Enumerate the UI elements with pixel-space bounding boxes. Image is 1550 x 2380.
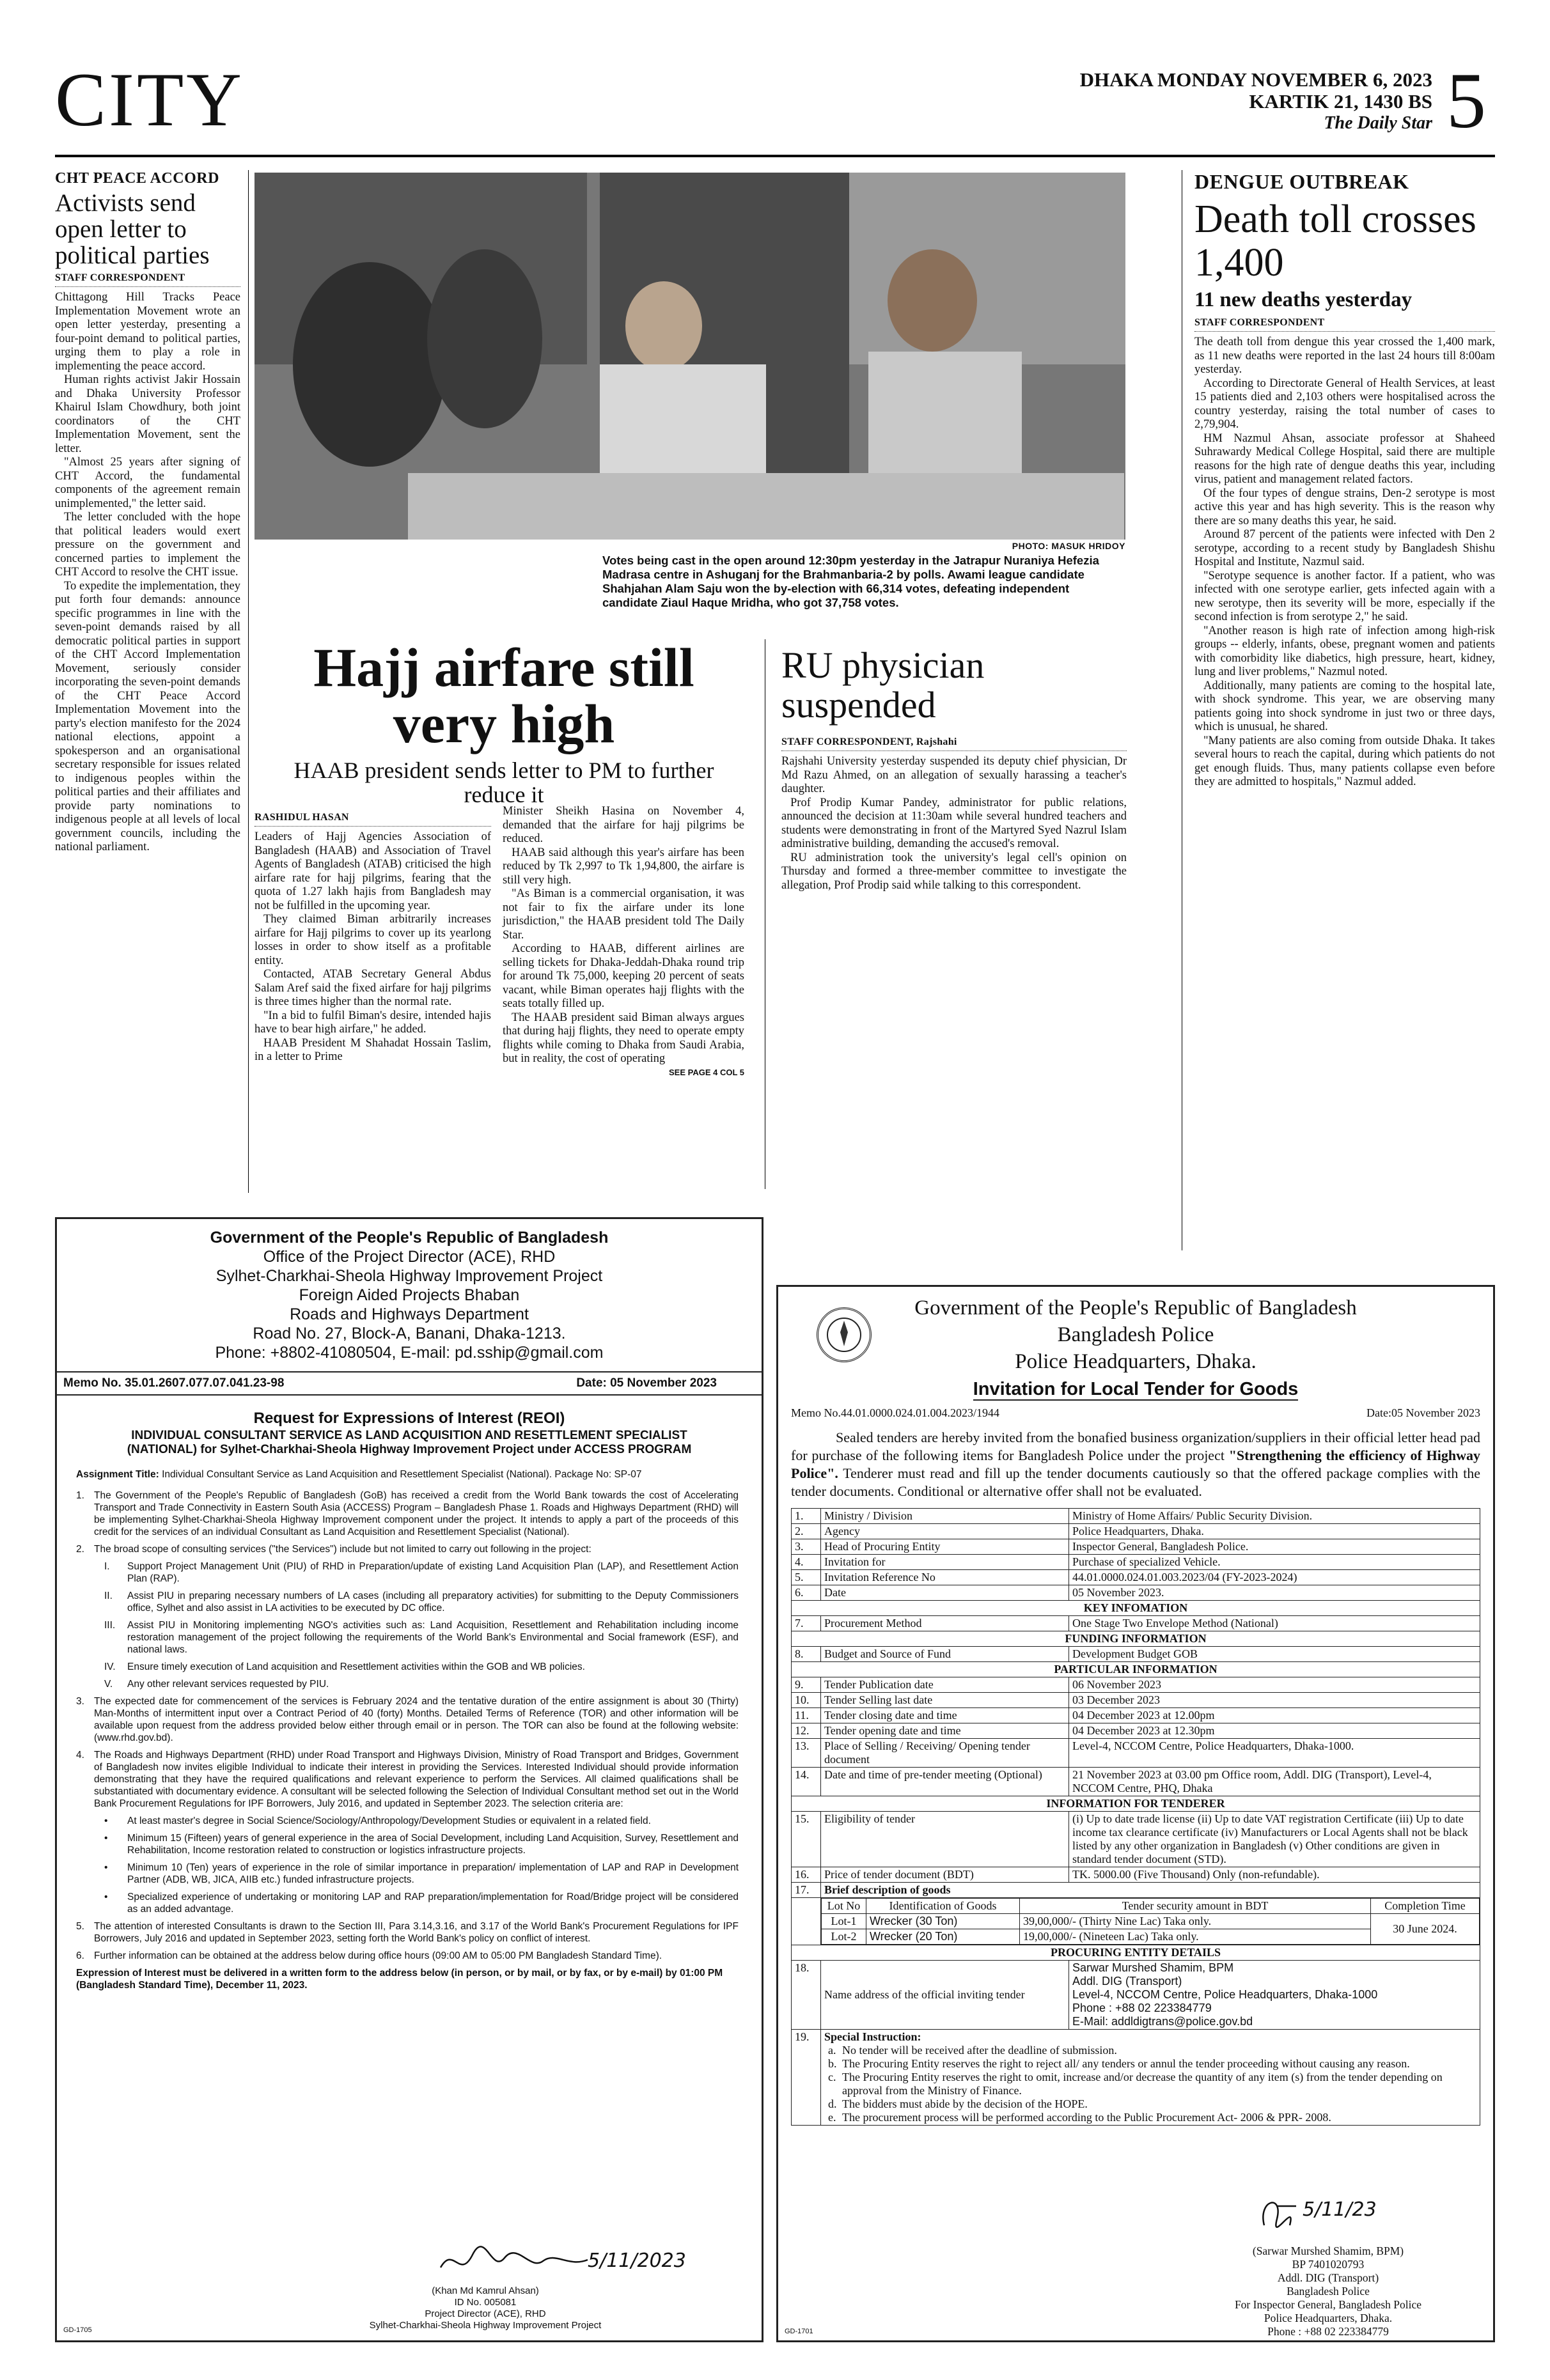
reoi-item-text: Minimum 15 (Fifteen) years of general experience in the area of Social Development, including Land Acquisition, Survey, Resettlement and Rehabilitation, Income restoration related to construction or logistics infrastructure projects. xyxy=(127,1833,739,1856)
row-number: 13. xyxy=(792,1739,821,1768)
tender-row xyxy=(792,1883,1480,1898)
reoi-item-number: 5. xyxy=(76,1921,84,1932)
instruction-text: The procurement process will be performed according to the Public Procurement Act- 2006 & PPR- 2008. xyxy=(842,2111,1331,2124)
instruction-item xyxy=(824,2044,1476,2057)
hajj-paragraph: According to HAAB, different airlines are selling tickets for Dhaka-Jeddah-Dhaka round trip for around Tk 75,000, keeping 20 percent of seats vacant, while Biman operates hajj flights with the seats totally filled up. xyxy=(503,942,744,1010)
reoi-item xyxy=(76,1661,739,1673)
tender-header-line: Bangladesh Police xyxy=(1057,1323,1214,1346)
signer-line: (Khan Md Kamrul Ahsan) xyxy=(432,2285,539,2296)
section-title: CITY xyxy=(55,61,244,138)
row-number: 10. xyxy=(792,1693,821,1708)
goods-cell xyxy=(821,1898,1480,1945)
reoi-item-text: At least master's degree in Social Science/Sociology/Anthropology/Development Studies or equivalent in a related field. xyxy=(127,1816,651,1826)
row-number: 1. xyxy=(792,1509,821,1524)
tender-intro-a: Sealed tenders are hereby invited from the bonafied business organization/suppliers in their official letter head pad for purchase of the following items for Bangladesh Police under the project xyxy=(791,1429,1480,1463)
hajj-paragraph: The HAAB president said Biman always argues that during hajj flights, they need to operate empty flights while coming to Dhaka from Saudi Arabia, but in reality, the cost of operating xyxy=(503,1011,744,1065)
entity-line: E-Mail: addldigtrans@police.gov.bd xyxy=(1072,2015,1253,2028)
reoi-header-line: Phone: +8802-41080504, E-mail: pd.sship@gmail.com xyxy=(215,1344,604,1362)
row-number: 5. xyxy=(792,1570,821,1585)
reoi-header-line: Roads and Highways Department xyxy=(290,1305,529,1323)
row-value: 03 December 2023 xyxy=(1069,1693,1480,1708)
goods-header-cell: Lot No xyxy=(822,1899,866,1914)
hajj-paragraph: Minister Sheikh Hasina on November 4, demanded that the airfare for hajj pilgrims be reduced. xyxy=(503,805,744,845)
ru-byline: STAFF CORRESPONDENT, Rajshahi xyxy=(781,736,1127,751)
goods-item: Wrecker (30 Ton) xyxy=(866,1914,1020,1929)
tender-title: Invitation for Local Tender for Goods xyxy=(973,1379,1299,1399)
hajj-paragraph: HAAB said although this year's airfare has been reduced by Tk 2,997 to Tk 1,94,800, the airfare is still very high. xyxy=(503,846,744,887)
tender-row xyxy=(792,1524,1480,1539)
cht-paragraph: The letter concluded with the hope that political leaders would exert pressure on the government and concerned parties to implement the CHT Accord to resolve the CHT issue. xyxy=(55,511,240,579)
cht-paragraph: "Almost 25 years after signing of CHT Accord, the fundamental components of the agreement remain unimplemented," the letter said. xyxy=(55,456,240,510)
reoi-item-number: • xyxy=(104,1816,108,1826)
goods-lot: Lot-1 xyxy=(822,1914,866,1929)
signer-line: Phone : +88 02 223384779 xyxy=(1267,2325,1389,2338)
instruction-text: The bidders must abide by the decision of the HOPE. xyxy=(842,2097,1088,2110)
row-label: Tender Selling last date xyxy=(821,1693,1069,1708)
signer-line: Police Headquarters, Dhaka. xyxy=(1264,2312,1393,2324)
signer-line: Bangladesh Police xyxy=(1287,2285,1370,2298)
row-label: Head of Procuring Entity xyxy=(821,1539,1069,1555)
reoi-item xyxy=(76,1920,739,1945)
row-label: Budget and Source of Fund xyxy=(821,1647,1069,1662)
reoi-item xyxy=(76,1815,739,1827)
dengue-paragraph: According to Directorate General of Health Services, at least 15 patients died and 2,103 others were hospitalised across the country yesterday, raising the total number of cases to 2,79,904. xyxy=(1194,377,1495,431)
cht-paragraph: Human rights activist Jakir Hossain and Dhaka University Professor Khairul Islam Chowdhury, both joint coordinators of the CHT Implementation Movement, sent the letter. xyxy=(55,373,240,455)
reoi-header-line: Office of the Project Director (ACE), RHD xyxy=(263,1248,556,1266)
reoi-item xyxy=(76,1695,739,1744)
tender-row xyxy=(792,1796,1480,1812)
hajj-article xyxy=(254,639,753,1189)
tender-row xyxy=(792,1539,1480,1555)
dengue-paragraph: "Another reason is high rate of infection among high-risk groups -- elderly, infants, obese, pregnant women and patients with comorbidity like diabetics, high pressure, heart, kidney, lung and liver problems," Nazmul noted. xyxy=(1194,624,1495,678)
reoi-item xyxy=(76,1832,739,1856)
row-number: 11. xyxy=(792,1708,821,1723)
dengue-paragraph: HM Nazmul Ahsan, associate professor at Shaheed Suhrawardy Medical College Hospital, said there are multiple reasons for the high rate of dengue deaths this year, including virus, patient and management related factors. xyxy=(1194,432,1495,486)
bangla-date-text: KARTIK 21, 1430 BS xyxy=(1249,90,1432,113)
cht-headline: Activists send open letter to political parties xyxy=(55,189,210,269)
dengue-paragraph: Of the four types of dengue strains, Den-2 serotype is most active this year and has high severity. This is the reason why there are so many deaths this year, he said. xyxy=(1194,486,1495,527)
ru-paragraph: Prof Prodip Kumar Pandey, administrator for public relations, announced the decision at 11:30am while several hundred teachers and students were demonstrating in front of the Martyred Syed Nazrul Islam administrative building, demanding the accused's removal. xyxy=(781,796,1127,850)
row-number: 8. xyxy=(792,1647,821,1662)
dengue-paragraph: Around 87 percent of the patients were infected with Den 2 serotype, according to a recent study by Bangladesh Shishu Hospital and Institute, Nazmul said. xyxy=(1194,528,1495,568)
cht-article xyxy=(55,170,240,1193)
tender-row xyxy=(792,1945,1480,1961)
cht-paragraph: To expedite the implementation, they put forth four demands: announce specific programmes in line with the seven-point demands raised by all democratic political parties in support of the CHT Accord Implementation Movement, seriously consider incorporating the seven-point demands of the CHT Peace Accord Implementation Movement into the party's election manifesto for the 2024 national elections, appoint a spokesperson and an organisational secretary responsible for issues related to indigenous peoples within the political parties and their affiliates and provide party nominations to indigenous people at all levels of local government councils, including the national parliament. xyxy=(55,579,240,853)
reoi-item-number: 2. xyxy=(76,1544,84,1555)
row-number: 2. xyxy=(792,1524,821,1539)
hajj-column-2 xyxy=(503,805,744,1077)
tender-intro-project: "Strengthening the efficiency of Highway Police". xyxy=(791,1447,1480,1481)
tender-intro-c: Tenderer must read and fill up the tender documents cautiously so that the offered package complies with the tender documents. Conditional or alternative offer shall not be evaluated. xyxy=(791,1465,1480,1499)
reoi-date: Date: 05 November 2023 xyxy=(576,1376,717,1390)
reoi-item-text: Further information can be obtained at the address below during office hours (09:00 AM to 05:00 PM Bangladesh Standard Time). xyxy=(94,1950,662,1961)
reoi-item xyxy=(76,1950,739,1962)
cht-kicker: CHT PEACE ACCORD xyxy=(55,170,219,187)
police-emblem-icon xyxy=(818,1309,870,1360)
goods-amount: 39,00,000/- (Thirty Nine Lac) Taka only. xyxy=(1020,1914,1371,1929)
dengue-kicker: DENGUE OUTBREAK xyxy=(1194,170,1409,193)
row-value xyxy=(1069,1961,1480,2030)
goods-item: Wrecker (20 Ton) xyxy=(866,1929,1020,1945)
tender-row xyxy=(792,1631,1480,1647)
row-value: 04 December 2023 at 12.00pm xyxy=(1069,1708,1480,1723)
reoi-header-line: Government of the People's Republic of Bangladesh xyxy=(210,1229,609,1247)
instruction-item xyxy=(824,2057,1476,2071)
entity-line: Level-4, NCCOM Centre, Police Headquarters, Dhaka-1000 xyxy=(1072,1988,1378,2001)
special-heading: Special Instruction: xyxy=(824,2030,921,2043)
row-number: 19. xyxy=(792,2030,821,2126)
row-number: 4. xyxy=(792,1555,821,1570)
reoi-header-line: Sylhet-Charkhai-Sheola Highway Improvement Project xyxy=(215,1267,603,1285)
tender-row xyxy=(792,1961,1480,2030)
reoi-item-text: Support Project Management Unit (PIU) of RHD in Preparation/update of existing Land Acquisition Plan (LAP), and Resettlement Action Plan (RAP). xyxy=(127,1561,739,1584)
row-label: Price of tender document (BDT) xyxy=(821,1867,1069,1883)
reoi-item-text: The expected date for commencement of the services is February 2024 and the tentative duration of the entire assignment is about 30 (Thirty) Man-Months of intermittent input over a Contract Period of 40 (forty) Months. Detailed Terms of Reference (TOR) and other information will be available upon request from the address provided below either through email or in person. The TOR can also be found at the following website: (www.rhd.gov.bd). xyxy=(94,1696,739,1743)
cht-byline: STAFF CORRESPONDENT xyxy=(55,272,240,287)
tender-row xyxy=(792,1647,1480,1662)
row-label: Procurement Method xyxy=(821,1616,1069,1631)
tender-header-line: Government of the People's Republic of Bangladesh xyxy=(914,1296,1357,1319)
ru-article xyxy=(781,646,1127,933)
instruction-text: The Procuring Entity reserves the right to reject all/ any tenders or annul the tender proceeding without causing any reason. xyxy=(842,2057,1410,2070)
instruction-item xyxy=(824,2111,1476,2124)
tender-row xyxy=(792,1768,1480,1796)
reoi-item-number: 4. xyxy=(76,1750,84,1761)
row-value: 21 November 2023 at 03.00 pm Office room, Addl. DIG (Transport), Level-4, NCCOM Centre, PHQ, Dhaka xyxy=(1069,1768,1480,1796)
reoi-item-number: • xyxy=(104,1833,108,1844)
tender-row xyxy=(792,1555,1480,1570)
reoi-title: Request for Expressions of Interest (REOI) xyxy=(253,1410,565,1427)
photo-caption: Votes being cast in the open around 12:30pm yesterday in the Jatrapur Nuraniya Hefezia Madrasa centre in Ashuganj for the Brahmanbaria-2 by polls. Awami league candidate Shahjahan Alam Saju won the by-election with 66,314 votes, defeating independent candidate Ziaul Haque Mridha, who got 37,758 votes. xyxy=(602,554,1099,609)
section-heading: FUNDING INFORMATION xyxy=(792,1631,1480,1647)
goods-table xyxy=(821,1898,1480,1945)
page-number: 5 xyxy=(1446,61,1486,141)
instruction-letter: d. xyxy=(828,2097,837,2110)
row-label: Tender opening date and time xyxy=(821,1723,1069,1739)
row-value: 44.01.0000.024.01.003.2023/04 (FY-2023-2024) xyxy=(1069,1570,1480,1585)
special-instructions xyxy=(821,2030,1480,2126)
reoi-subtitle: INDIVIDUAL CONSULTANT SERVICE AS LAND ACQUISITION AND RESETTLEMENT SPECIALIST (NATIONAL) for Sylhet-Charkhai-Sheola Highway Improvement Project under ACCESS PROGRAM xyxy=(127,1429,692,1456)
reoi-code: GD-1705 xyxy=(63,2326,92,2334)
cht-paragraph: Chittagong Hill Tracks Peace Implementation Movement wrote an open letter yesterday, presenting a four-point demand to political parties, urging them to play a role in implementing the peace accord. xyxy=(55,291,240,373)
signer-line: BP 7401020793 xyxy=(1292,2258,1365,2271)
row-label: Eligibility of tender xyxy=(821,1812,1069,1867)
masthead-rule xyxy=(55,155,1495,157)
signer-line: ID No. 005081 xyxy=(454,2297,517,2308)
row-label: Date xyxy=(821,1585,1069,1601)
tender-row xyxy=(792,1570,1480,1585)
signer-line: For Inspector General, Bangladesh Police xyxy=(1234,2298,1422,2311)
ru-paragraph: Rajshahi University yesterday suspended its deputy chief physician, Dr Md Razu Ahmed, on an allegation of sexually harassing a teacher's daughter. xyxy=(781,755,1127,795)
instruction-letter: a. xyxy=(828,2044,836,2057)
reoi-item-number: • xyxy=(104,1892,108,1902)
dengue-byline: STAFF CORRESPONDENT xyxy=(1194,317,1495,332)
hajj-headline: Hajj airfare still very high xyxy=(313,639,694,754)
reoi-signer xyxy=(338,2285,632,2331)
reoi-item-number: II. xyxy=(104,1591,113,1601)
dengue-paragraph: "Serotype sequence is another factor. If a patient, who was infected with one serotype earlier, gets infected again with a new serotype, then its severity will be more, especially if the second infection is from serotype 2," he said. xyxy=(1194,569,1495,623)
reoi-signature-date: 5/11/2023 xyxy=(588,2250,686,2272)
tender-row xyxy=(792,1585,1480,1601)
row-value: Level-4, NCCOM Centre, Police Headquarters, Dhaka-1000. xyxy=(1069,1739,1480,1768)
tender-advertisement xyxy=(776,1285,1495,2342)
jump-line[interactable]: SEE PAGE 4 COL 5 xyxy=(668,1067,744,1077)
section-heading: KEY INFOMATION xyxy=(792,1601,1480,1616)
row-value: Police Headquarters, Dhaka. xyxy=(1069,1524,1480,1539)
row-number: 15. xyxy=(792,1812,821,1867)
row-value: One Stage Two Envelope Method (National) xyxy=(1069,1616,1480,1631)
dengue-paragraph: "Many patients are also coming from outside Dhaka. It takes several hours to reach the capital, during which patients do not get enough fluids. Thus, many patients collapse even before they are admitted to hospitals," Nazmul added. xyxy=(1194,734,1495,788)
hajj-paragraph: They claimed Biman arbitrarily increases airfare for Hajj pilgrims to cover up its yearlong losses in order to show itself as a profitable entity. xyxy=(254,913,491,967)
instruction-text: The Procuring Entity reserves the right to omit, increase and/or decrease the quantity of any item (s) from the tender depending on approval from the Ministry of Finance. xyxy=(842,2071,1443,2097)
row-label: Tender Publication date xyxy=(821,1677,1069,1693)
tender-table xyxy=(791,1508,1480,2126)
goods-header-cell: Tender security amount in BDT xyxy=(1020,1899,1371,1914)
tender-row xyxy=(792,1677,1480,1693)
paper-name: The Daily Star xyxy=(1324,113,1432,133)
instruction-letter: c. xyxy=(828,2071,836,2083)
instruction-item xyxy=(824,2071,1476,2097)
reoi-item-text: The Government of the People's Republic of Bangladesh (GoB) has received a credit from the World Bank towards the cost of Accelerating Transport and Trade Connectivity in Eastern South Asia (ACCESS) Program – Bangladesh Phase 1. Roads and Highways Department (RHD) will be implementing Sylhet-Charkhai-Sheola Highway Improvement component under the project. It intends to apply a part of the proceeds of this credit for the services of an individual Consultant as Land Acquisition and Resettlement Specialist (National). xyxy=(94,1490,739,1537)
reoi-item-text: Ensure timely execution of Land acquisition and Resettlement activities within the GOB and WB policies. xyxy=(127,1661,585,1672)
reoi-item-number: • xyxy=(104,1862,108,1873)
goods-header-row xyxy=(822,1899,1480,1914)
instruction-letter: b. xyxy=(828,2057,837,2070)
reoi-item-number: IV. xyxy=(104,1661,116,1672)
tender-table-wrap xyxy=(778,1508,1493,2126)
reoi-header-line: Road No. 27, Block-A, Banani, Dhaka-1213. xyxy=(253,1325,566,1342)
tender-intro xyxy=(778,1420,1493,1508)
reoi-item-text: Assist PIU in preparing necessary numbers of LA cases (including all preparatory activities) for submitting to the Deputy Commissioners office, Sylhet and also assist in LA activities to be executed by DC office. xyxy=(127,1591,739,1614)
instruction-item xyxy=(824,2097,1476,2111)
row-number: 14. xyxy=(792,1768,821,1796)
reoi-item-text: The broad scope of consulting services ("the Services") include but not limited to carry out following in the project: xyxy=(94,1544,591,1555)
reoi-assignment: Individual Consultant Service as Land Acquisition and Resettlement Specialist (National). Package No: SP-07 xyxy=(162,1469,642,1480)
row-value: Ministry of Home Affairs/ Public Security Division. xyxy=(1069,1509,1480,1524)
row-number: 12. xyxy=(792,1723,821,1739)
section-heading: PARTICULAR INFORMATION xyxy=(792,1662,1480,1677)
tender-date: Date:05 November 2023 xyxy=(1366,1406,1480,1419)
signer-line: (Sarwar Murshed Shamim, BPM) xyxy=(1252,2244,1404,2257)
signer-line: Project Director (ACE), RHD xyxy=(425,2308,546,2319)
reoi-item-text: The attention of interested Consultants is drawn to the Section III, Para 3.14,3.16, and 3.17 of the World Bank's Procurement Regulations for IPF Borrowers, July 2016 and updated in September 2023, setting forth the World Bank's policy on conflict of interest. xyxy=(94,1921,739,1944)
tender-signer xyxy=(1187,2244,1469,2338)
reoi-body xyxy=(57,1457,762,1991)
row-value: 05 November 2023. xyxy=(1069,1585,1480,1601)
tender-signature-date: 5/11/23 xyxy=(1303,2198,1377,2221)
news-photo xyxy=(254,173,1125,540)
hajj-paragraph: HAAB President M Shahadat Hossain Taslim, in a letter to Prime xyxy=(254,1036,491,1063)
reoi-item-number: I. xyxy=(104,1561,110,1572)
hajj-paragraph: Leaders of Hajj Agencies Association of Bangladesh (HAAB) and Association of Travel Agents of Bangladesh (ATAB) criticised the high airfare rate for hajj pilgrims, fearing that the quota of 1.27 lakh hajis from Bangladesh may not be fulfilled in the upcoming year. xyxy=(254,830,491,912)
reoi-item-number: 6. xyxy=(76,1950,84,1961)
row-label: Date and time of pre-tender meeting (Optional) xyxy=(821,1768,1069,1796)
row-label: Agency xyxy=(821,1524,1069,1539)
tender-row xyxy=(792,1616,1480,1631)
row-number: 9. xyxy=(792,1677,821,1693)
reoi-item xyxy=(76,1891,739,1915)
tender-row xyxy=(792,1812,1480,1867)
tender-row xyxy=(792,1739,1480,1768)
reoi-item-text: Specialized experience of undertaking or monitoring LAP and RAP preparation/implementation for Road/Bridge project will be considered as an added advantage. xyxy=(127,1892,739,1915)
police-emblem xyxy=(817,1307,872,1362)
goods-lot: Lot-2 xyxy=(822,1929,866,1945)
reoi-item xyxy=(76,1749,739,1810)
photo-credit: PHOTO: MASUK HRIDOY xyxy=(1012,541,1125,551)
reoi-item xyxy=(76,1862,739,1886)
ru-paragraph: RU administration took the university's legal cell's opinion on Thursday and formed a three-member committee to investigate the allegation, Prof Prodip said while talking to this correspondent. xyxy=(781,851,1127,892)
hajj-paragraph: Contacted, ATAB Secretary General Abdus Salam Aref said the fixed airfare for hajj pilgrims is three times higher than the normal rate. xyxy=(254,968,491,1008)
reoi-item-number: 3. xyxy=(76,1696,84,1707)
tender-row xyxy=(792,1693,1480,1708)
signer-line: Addl. DIG (Transport) xyxy=(1277,2271,1379,2284)
reoi-item-text: The Roads and Highways Department (RHD) under Road Transport and Highways Division, Ministry of Road Transport and Bridges, Government of Bangladesh now invites eligible Individual to indicate their interest in providing the Services. Interested Individual should provide information demonstrating that they have the required qualifications and relevant experience to perform the Services. All claimed qualifications shall be substantiated with documentary evidence. A consultant will be selected following the Selection of Individual Consultant method set out in the World Bank Procurement Regulations for IPF Borrowers, July 2016, and updated in September 2023. The selection criteria are: xyxy=(94,1750,739,1809)
row-value: TK. 5000.00 (Five Thousand) Only (non-refundable). xyxy=(1069,1867,1480,1883)
reoi-header-line: Foreign Aided Projects Bhaban xyxy=(299,1286,520,1304)
tender-row xyxy=(792,1509,1480,1524)
row-number: 3. xyxy=(792,1539,821,1555)
goods-amount: 19,00,000/- (Nineteen Lac) Taka only. xyxy=(1020,1929,1371,1945)
tender-memo: Memo No.44.01.0000.024.01.004.2023/1944 xyxy=(791,1406,999,1419)
entity-line: Sarwar Murshed Shamim, BPM xyxy=(1072,1961,1234,1974)
reoi-advertisement xyxy=(55,1217,763,2342)
reoi-items xyxy=(76,1489,739,1962)
tender-row xyxy=(792,2030,1480,2126)
row-value: 04 December 2023 at 12.30pm xyxy=(1069,1723,1480,1739)
tender-code: GD-1701 xyxy=(785,2328,813,2335)
row-number: 17. xyxy=(792,1883,821,1898)
hajj-paragraph: "As Biman is a commercial organisation, it was not fair to fix the airfare under its lone jurisdiction," the HAAB president told The Daily Star. xyxy=(503,887,744,942)
instruction-text: No tender will be received after the deadline of submission. xyxy=(842,2044,1117,2057)
dateline xyxy=(1023,69,1432,134)
tender-row xyxy=(792,1867,1480,1883)
dengue-paragraph: Additionally, many patients are coming to the hospital late, with shock syndrome. This year, we are observing many patients going into shock syndrome in just two or three days, which is unusual, he shared. xyxy=(1194,679,1495,733)
goods-header-cell: Identification of Goods xyxy=(866,1899,1020,1914)
row-value: (i) Up to date trade license (ii) Up to date VAT registration Certificate (iii) Up to date income tax clearance certificate (iv) Manufacturers or Local Agents shall not be black listed by any other organization in Bangladesh (v) Other conditions are given in standard tender document (STD). xyxy=(1069,1812,1480,1867)
reoi-assign-label: Assignment Title: xyxy=(76,1469,159,1480)
row-label: Name address of the official inviting tender xyxy=(821,1961,1069,2030)
ru-headline: RU physician suspended xyxy=(781,646,985,726)
hajj-column-1 xyxy=(254,830,491,1077)
reoi-item xyxy=(76,1560,739,1585)
dengue-subhead: 11 new deaths yesterday xyxy=(1194,288,1413,311)
row-number: 7. xyxy=(792,1616,821,1631)
hajj-byline: RASHIDUL HASAN xyxy=(254,812,491,827)
tender-row xyxy=(792,1708,1480,1723)
instruction-letter: e. xyxy=(828,2111,836,2124)
photo-illustration xyxy=(254,173,1125,540)
row-label: Place of Selling / Receiving/ Opening tender document xyxy=(821,1739,1069,1768)
reoi-item xyxy=(76,1489,739,1538)
row-value: 06 November 2023 xyxy=(1069,1677,1480,1693)
reoi-item xyxy=(76,1543,739,1555)
column-rule xyxy=(248,170,249,1193)
reoi-memo: Memo No. 35.01.2607.077.07.041.23-98 xyxy=(63,1376,285,1390)
row-number xyxy=(792,1898,821,1945)
row-label: Brief description of goods xyxy=(821,1883,1480,1898)
row-label: Invitation for xyxy=(821,1555,1069,1570)
dengue-article xyxy=(1194,170,1495,1225)
reoi-item xyxy=(76,1619,739,1656)
row-value: Inspector General, Bangladesh Police. xyxy=(1069,1539,1480,1555)
goods-header-cell: Completion Time xyxy=(1371,1899,1480,1914)
dengue-paragraph: The death toll from dengue this year crossed the 1,400 mark, as 11 new deaths were reported in the last 24 hours till 8:00am yesterday. xyxy=(1194,336,1495,376)
goods-row xyxy=(822,1914,1480,1929)
row-number: 18. xyxy=(792,1961,821,2030)
reoi-item-number: V. xyxy=(104,1679,113,1690)
tender-header-line: Police Headquarters, Dhaka. xyxy=(1015,1350,1256,1373)
reoi-item-text: Any other relevant services requested by PIU. xyxy=(127,1679,329,1690)
section-heading: PROCURING ENTITY DETAILS xyxy=(792,1945,1480,1961)
row-label: Invitation Reference No xyxy=(821,1570,1069,1585)
entity-line: Addl. DIG (Transport) xyxy=(1072,1975,1182,1987)
tender-row xyxy=(792,1662,1480,1677)
hajj-paragraph: "In a bid to fulfil Biman's desire, intended hajis have to bear high airfare," he added. xyxy=(254,1009,491,1036)
date-text: DHAKA MONDAY NOVEMBER 6, 2023 xyxy=(1079,69,1432,91)
dengue-headline: Death toll crosses 1,400 xyxy=(1194,198,1476,284)
reoi-item xyxy=(76,1678,739,1690)
tender-header xyxy=(778,1287,1493,1375)
reoi-item-text: Minimum 10 (Ten) years of experience in the role of similar importance in preparation/ implementation of LAP and RAP in Development Partner (ADB, WB, JICA, AIIB etc.) funded infrastructure projects. xyxy=(127,1862,739,1885)
row-number: 16. xyxy=(792,1867,821,1883)
signer-line: Sylhet-Charkhai-Sheola Highway Improvement Project xyxy=(369,2320,602,2331)
tender-row xyxy=(792,1898,1480,1945)
row-label: Ministry / Division xyxy=(821,1509,1069,1524)
entity-line: Phone : +88 02 223384779 xyxy=(1072,2002,1212,2014)
tender-row xyxy=(792,1601,1480,1616)
reoi-item-number: 1. xyxy=(76,1490,84,1501)
row-value: Development Budget GOB xyxy=(1069,1647,1480,1662)
row-number: 6. xyxy=(792,1585,821,1601)
reoi-closing: Expression of Interest must be delivered in a written form to the address below (in person, or by mail, or by fax, or by e-mail) by 01:00 PM (Bangladesh Standard Time), December 11, 2023. xyxy=(76,1968,723,1991)
tender-row xyxy=(792,1723,1480,1739)
row-value: Purchase of specialized Vehicle. xyxy=(1069,1555,1480,1570)
goods-completion: 30 June 2024. xyxy=(1371,1914,1480,1945)
row-label: Tender closing date and time xyxy=(821,1708,1069,1723)
section-heading: INFORMATION FOR TENDERER xyxy=(792,1796,1480,1812)
reoi-header xyxy=(57,1219,762,1362)
reoi-item-number: III. xyxy=(104,1620,116,1631)
reoi-item-text: Assist PIU in Monitoring implementing NGO's activities such as: Land Acquisition, Resettlement and Rehabilitation including income restoration management of the project following the requirements of the World Bank's Environmental and Social framework (ESF), and national laws. xyxy=(127,1620,739,1655)
hajj-subhead: HAAB president sends letter to PM to further reduce it xyxy=(294,758,714,807)
reoi-item xyxy=(76,1590,739,1614)
